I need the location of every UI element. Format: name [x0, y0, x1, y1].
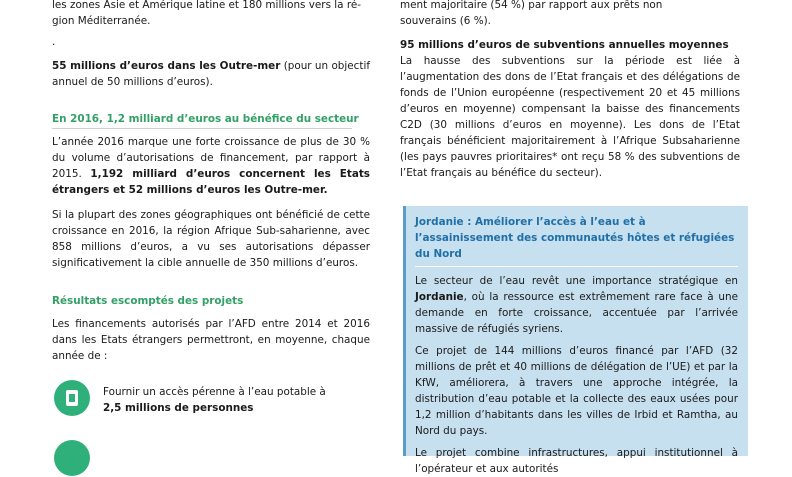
subventions-paragraph: La hausse des subventions sur la période est liée à l’augmentation des dons de l’Etat français et des délégations de fonds de l’Union européenne (respectivement 20 et 45 millions d’euros en moyenne) compensant la baisse des financements C2D (30 millions d’euros en moyenne). Les dons de l’Etat français bénéficient majoritairement à l’Afrique Subsaharienne (les pays pauvres prioritaires* ont reçu 58 % des subventions de l’Etat français au bénéfice du secteur). — [400, 55, 740, 179]
jordan-p1-b: , où la ressource est extrêmement rare face à une demande en forte croissance, accentuée par l’arrivée massive de réfugiés syriens. — [415, 291, 738, 335]
jordan-p1-bold: Jordanie — [415, 291, 464, 303]
outremer-bold: 55 millions d’euros dans les Outre-mer — [52, 60, 281, 72]
water-tap-icon — [54, 380, 90, 416]
jordan-paragraph-2: Ce projet de 144 millions d’euros financé par l’AFD (32 millions de prêt et 40 millions de délégation de l’UE) et par la KfW, améliorera, à travers une approche intégrée, la distribution d’eau potable et la collecte des eaux usées pour 1,2 million d’habitants dans les villes de Irbid et Ramtha, au Nord du pays. — [415, 345, 738, 437]
jordan-paragraph-3: Le projet combine infrastructures, appui institutionnel à l’opérateur et aux autorités — [415, 447, 738, 475]
bullet-1-line-a: Fournir un accès pérenne à l’eau potable à — [103, 386, 326, 398]
left-fragment-1: les zones Asie et Amérique latine et 180 millions vers la ré- — [52, 0, 362, 11]
jordan-p1-a: Le secteur de l’eau revêt une importance stratégique en — [415, 275, 738, 287]
outremer-rest: (pour un objectif annuel de 50 millions d’euros). — [52, 60, 371, 88]
right-fragment-1: ment majoritaire (54 %) par rapport aux prêts non — [400, 0, 663, 11]
heading-2016: En 2016, 1,2 milliard d’euros au bénéfice du secteur — [52, 113, 359, 125]
left-column — [52, 0, 370, 364]
left-fragment-2: gion Méditerranée. — [52, 15, 151, 27]
heading-results: Résultats escomptés des projets — [52, 295, 244, 307]
paragraph-zones: Si la plupart des zones géographiques ont bénéficié de cette croissance en 2016, la région Afrique Sub-saharienne, avec 858 millions d’euros, a vu ses autorisations dépasser significativement la cible annuelle de 350 millions d’euros. — [52, 209, 370, 269]
right-fragment-2: souverains (6 %). — [400, 15, 491, 27]
paragraph-results: Les financements autorisés par l’AFD entre 2014 et 2016 dans les Etats étrangers permettront, en moyenne, chaque année de : — [52, 318, 370, 362]
right-column — [400, 0, 740, 181]
jordan-box-rule — [415, 266, 738, 267]
outremer-paragraph — [52, 58, 370, 90]
bullet-1-line-b: 2,5 millions de personnes — [103, 402, 254, 414]
sanitation-icon — [54, 440, 90, 476]
heading-rule — [52, 128, 352, 129]
jordan-paragraph-1 — [415, 273, 738, 337]
subventions-heading: 95 millions d’euros de subventions annuelles moyennes — [400, 39, 729, 51]
paragraph-2016-b: 1,192 milliard d’euros concernent les Etats étrangers et 52 millions d’euros les Outre-mer. — [52, 168, 370, 196]
left-dot: . — [52, 36, 56, 48]
jordan-box-title: Jordanie : Améliorer l’accès à l’eau et à l’assainissement des communautés hôtes et réfugiées du Nord — [415, 216, 735, 260]
jordan-case-box — [403, 206, 748, 475]
paragraph-2016-a: L’année 2016 marque une forte croissance de plus de 30 % du volume d’autorisations de financement, par rapport à 2015. — [52, 136, 370, 180]
bullet-1 — [103, 384, 373, 416]
paragraph-2016 — [52, 134, 370, 198]
